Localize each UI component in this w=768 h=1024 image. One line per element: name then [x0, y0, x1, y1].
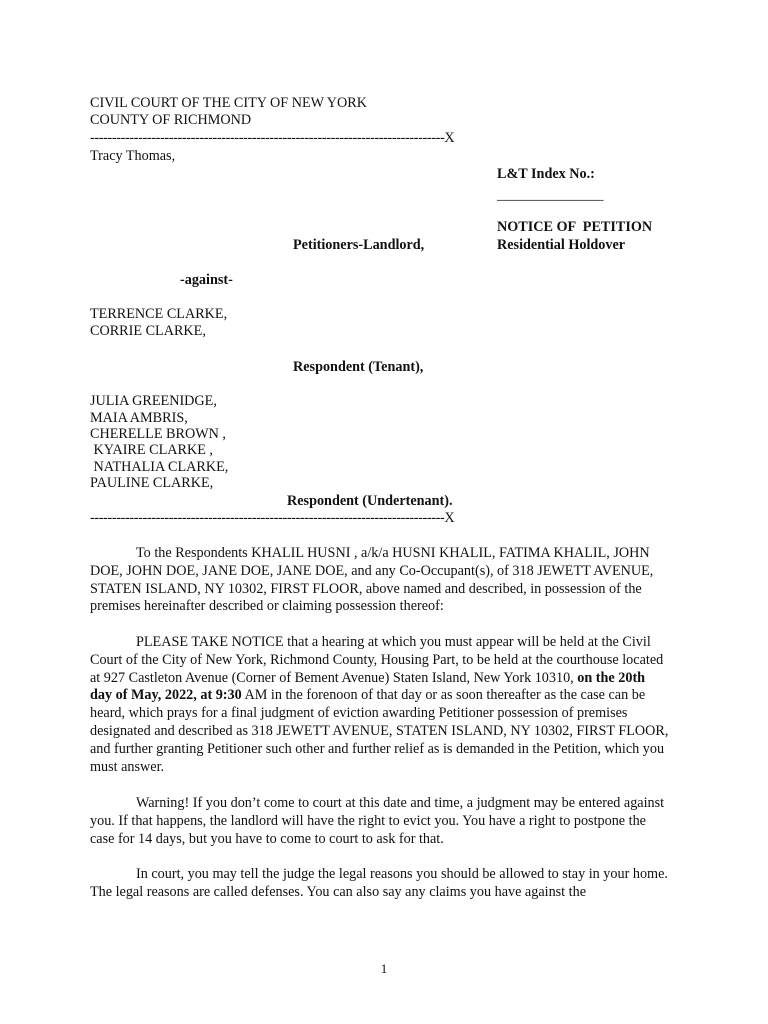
petitioner-role: Petitioners-Landlord, [293, 237, 425, 253]
undertenant-name: CHERELLE BROWN , [90, 426, 226, 442]
body-paragraph-defenses: In court, you may tell the judge the legal reasons you should be allowed to stay in your home. The legal reasons are called defenses. You can also say any claims you have against the [90, 866, 668, 900]
index-number-blank: _______________ [497, 187, 604, 203]
hearing-date-time: on the 20th day of May, 2022, at 9:30 [90, 669, 646, 704]
notice-subtitle: Residential Holdover [497, 237, 626, 253]
respondent-role: Respondent (Tenant), [293, 359, 424, 375]
caption-separator-bottom: ---------------------------------------------------------------------------------X [90, 510, 455, 526]
undertenant-name: MAIA AMBRIS, [90, 410, 188, 426]
caption-separator-top: ---------------------------------------------------------------------------------X [90, 130, 455, 146]
undertenant-name: KYAIRE CLARKE , [90, 442, 213, 458]
against-label: -against- [180, 272, 233, 288]
notice-title: NOTICE OF PETITION [497, 219, 653, 235]
undertenant-name: PAULINE CLARKE, [90, 475, 214, 491]
court-name-line2: COUNTY OF RICHMOND [90, 112, 252, 128]
page-number: 1 [380, 961, 388, 976]
body-paragraph-warning: Warning! If you don’t come to court at this date and time, a judgment may be entered against you. If that happens, the landlord will have the right to evict you. You have a right to postpone the case for 14 days, but you have to come to court to ask for that. [90, 795, 665, 847]
body-paragraph-addressees: To the Respondents KHALIL HUSNI , a/k/a HUSNI KHALIL, FATIMA KHALIL, JOHN DOE, JOHN DOE, JANE DOE, JANE DOE, and any Co-Occupant(s), of 318 JEWETT AVENUE, STATEN ISLAND, NY 10302, FIRST FLOOR, above named and described, in possession of the premises hereinafter described or claiming possession thereof: [90, 545, 654, 615]
petitioner-name: Tracy Thomas, [90, 148, 176, 164]
respondent-name: TERRENCE CLARKE, [90, 306, 228, 322]
undertenant-name: JULIA GREENIDGE, [90, 393, 217, 409]
body-paragraph-hearing-notice [90, 634, 670, 776]
respondent-name: CORRIE CLARKE, [90, 323, 206, 339]
court-name-line1: CIVIL COURT OF THE CITY OF NEW YORK [90, 95, 367, 111]
hearing-notice-text: PLEASE TAKE NOTICE that a hearing at which you must appear will be held at the Civil Court of the City of New York, Richmond County, Housing Part, to be held at the courthouse located at 927 Castleton Avenue (Corner of Bement Avenue) Staten Island, New York 10310, [90, 634, 664, 686]
index-number-label: L&T Index No.: [497, 166, 595, 182]
undertenant-name: NATHALIA CLARKE, [90, 459, 229, 475]
undertenant-role: Respondent (Undertenant). [287, 493, 453, 509]
hearing-notice-text-cont: AM in the forenoon of that day or as soon thereafter as the case can be heard, which prays for a final judgment of eviction awarding Petitioner possession of premises designated and described as 318 JEWETT AVENUE, STATEN ISLAND, NY 10302, FIRST FLOOR, and further granting Petitioner such other and further relief as is demanded in the Petition, which you must answer. [90, 687, 669, 775]
